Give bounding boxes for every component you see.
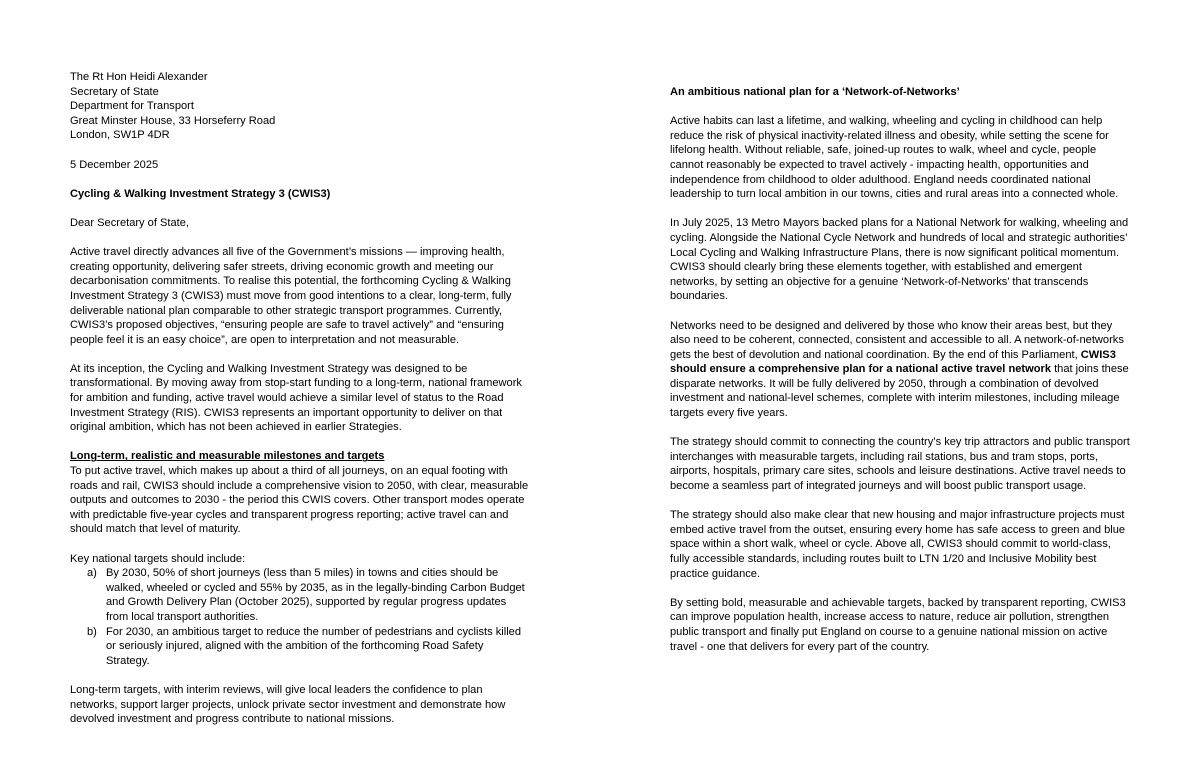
salutation: Dear Secretary of State, [70, 216, 190, 229]
paragraph: Active travel directly advances all five of the Government’s missions — improving health, creating opportunity, delivering safer streets, driving economic growth and meeting our decarbonisation commitments. To realise this potential, the forthcoming Cycling & Walking Investment Strategy 3 (CWIS3) must move from good intentions to a clear, long-term, fully deliverable national plan comparable to other strategic transport programmes. Currently, CWIS3’s proposed objectives, “ensuring people are safe to travel actively” and “ensuring people feel it is an easy choice”, are open to interpretation and not measurable. [70, 246, 512, 346]
address-line: The Rt Hon Heidi Alexander [70, 71, 208, 83]
address-line: London, SW1P 4DR [70, 129, 170, 142]
paragraph [670, 319, 1130, 421]
paragraph-text: Networks need to be designed and delivered by those who know their areas best, but they also need to be coherent, connected, consistent and accessible to all. A network-of-networks gets the best of devolution and national coordination. By the end of this Parliament, [670, 319, 1124, 361]
paragraph: The strategy should also make clear that new housing and major infrastructure projects must embed active travel from the outset, ensuring every home has safe access to green and blue space within a short walk, wheel or cycle. Above all, CWIS3 should commit to world-class, fully accessible standards, including routes built to LTN 1/20 and Inclusive Mobility best practice guidance. [670, 509, 1126, 580]
letter-date: 5 December 2025 [70, 158, 159, 171]
list-marker: b) [87, 625, 97, 638]
address-line: Department for Transport [70, 100, 194, 113]
paragraph: In July 2025, 13 Metro Mayors backed plans for a National Network for walking, wheeling and cycling. Alongside the National Cycle Network and hundreds of local and strategic authorities’ Local Cycling and Walking Infrastructure Plans, there is now significant political momentum. CWIS3 should clearly bring these elements together, with established and emergent networks, by setting an objective for a genuine ‘Network-of-Networks’ that transcends boundaries. [670, 217, 1129, 303]
paragraph: To put active travel, which makes up about a third of all journeys, on an equal footing with roads and rail, CWIS3 should include a comprehensive vision to 2050, with clear, measurable outputs and outcomes to 2030 - the period this CWIS covers. Other transport modes operate with predictable five-year cycles and transparent progress reporting; active travel can and should match that level of maturity. [70, 465, 529, 536]
list-item-text: For 2030, an ambitious target to reduce the number of pedestrians and cyclists killed or seriously injured, aligned with the ambition of the forthcoming Road Safety Strategy. [106, 625, 522, 667]
paragraph: By setting bold, measurable and achievable targets, backed by transparent reporting, CWIS3 can improve population health, increase access to nature, reduce air pollution, strengthen public transport and finally put England on course to a genuine national mission on active travel - one that delivers for every part of the country. [670, 596, 1126, 653]
targets-list [70, 566, 530, 668]
address-line: Great Minster House, 33 Horseferry Road [70, 114, 276, 127]
letter-subject: Cycling & Walking Investment Strategy 3 (CWIS3) [70, 187, 331, 200]
paragraph-text: that joins these disparate networks. It will be fully delivered by 2050, through a combination of devolved investment and national-level schemes, complete with interim milestones, including mileage targets every five years. [670, 363, 1129, 420]
paragraph: Active habits can last a lifetime, and walking, wheeling and cycling in childhood can help reduce the risk of physical inactivity-related illness and obesity, while setting the scene for lifelong health. Without reliable, safe, joined-up routes to walk, wheel and cycle, people cannot reasonably be expected to travel actively - impacting health, opportunities and independence from childhood to older adulthood. England needs coordinated national leadership to turn local ambition in our towns, cities and rural areas into a connected whole. [670, 115, 1119, 201]
section-heading: Long-term, realistic and measurable milestones and targets [70, 450, 385, 463]
list-marker: a) [87, 567, 97, 580]
right-column [670, 85, 1130, 654]
emphasis-text: CWIS3 should ensure a comprehensive plan for a national active travel network [670, 348, 1116, 376]
list-item-text: By 2030, 50% of short journeys (less than 5 miles) in towns and cities should be walked, wheeled or cycled and 55% by 2035, as in the legally-binding Carbon Budget and Growth Delivery Plan (October 2025), supported by regular progress updates from local transport authorities. [106, 567, 525, 623]
list-item [70, 625, 530, 669]
section-heading: An ambitious national plan for a ‘Network-of-Networks’ [670, 86, 960, 98]
recipient-address [70, 70, 530, 143]
targets-intro: Key national targets should include: [70, 552, 246, 565]
paragraph: Long-term targets, with interim reviews, will give local leaders the confidence to plan networks, support larger projects, unlock private sector investment and demonstrate how devolved investment and progress contribute to national missions. [70, 683, 506, 726]
left-column [70, 70, 530, 727]
paragraph: The strategy should commit to connecting the country’s key trip attractors and public transport interchanges with measurable targets, including rail stations, bus and tram stops, ports, airports, hospitals, primary care sites, schools and leisure destinations. Active travel needs to become a seamless part of integrated journeys and will boost public transport usage. [670, 436, 1130, 493]
list-item [70, 566, 530, 624]
paragraph: At its inception, the Cycling and Walking Investment Strategy was designed to be transformational. By moving away from stop-start funding to a long-term, national framework for ambition and funding, active travel would achieve a similar level of status to the Road Investment Strategy (RIS). CWIS3 represents an important opportunity to deliver on that original ambition, which has not been achieved in earlier Strategies. [70, 362, 522, 434]
address-line: Secretary of State [70, 85, 159, 98]
letter-page-right [600, 0, 1199, 776]
